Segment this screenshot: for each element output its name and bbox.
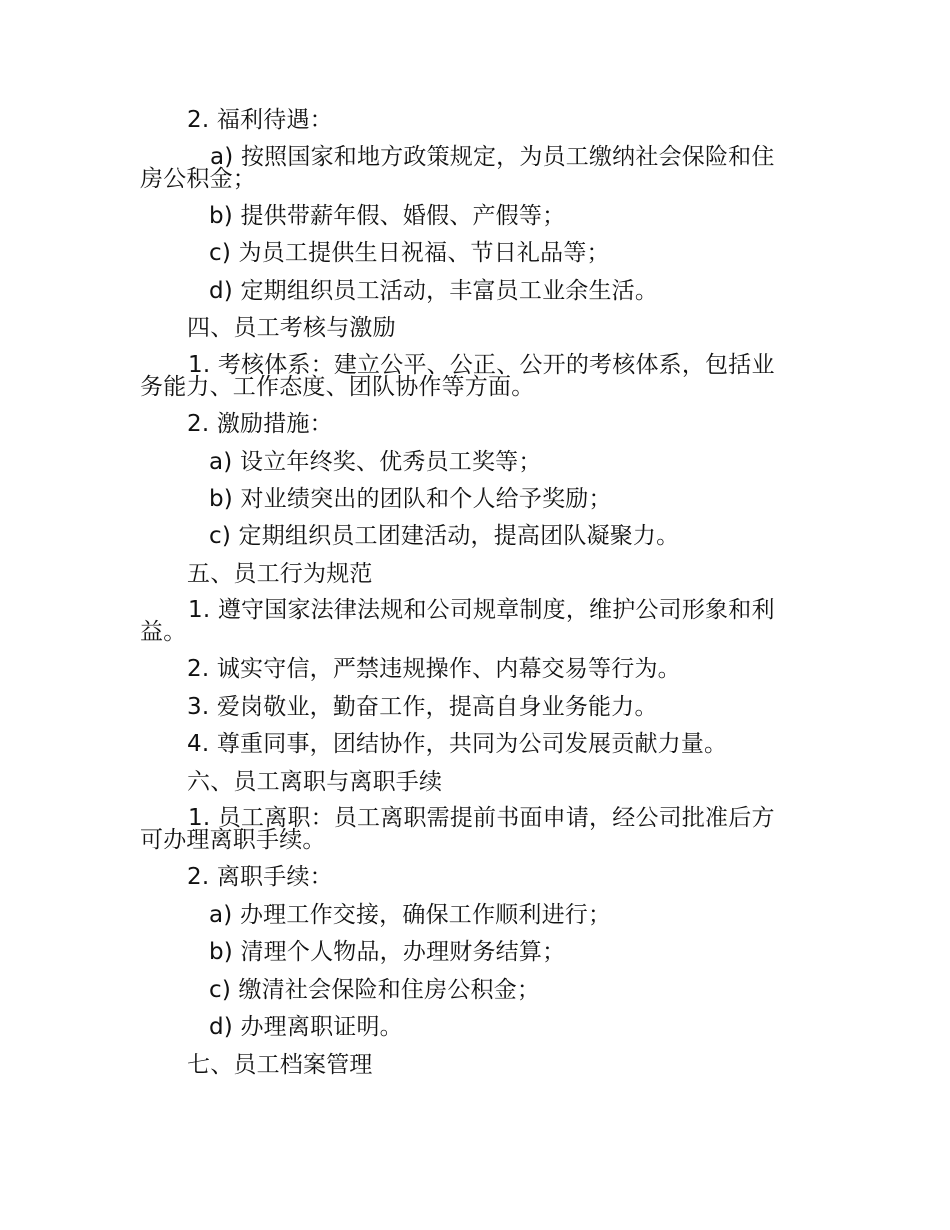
incentive-item-c: c) 定期组织员工团建活动，提高团队凝聚力。 (209, 523, 680, 549)
conduct-item-4: 4. 尊重同事，团结协作，共同为公司发展贡献力量。 (187, 731, 728, 757)
welfare-item-a-line1: a) 按照国家和地方政策规定，为员工缴纳社会保险和住 (210, 144, 775, 170)
welfare-item-a-line2: 房公积金； (140, 166, 256, 192)
welfare-item-d: d) 定期组织员工活动，丰富员工业余生活。 (209, 278, 659, 304)
conduct-item-3: 3. 爱岗敬业，勤奋工作，提高自身业务能力。 (187, 694, 658, 720)
incentive-item-a: a) 设立年终奖、优秀员工奖等； (209, 449, 542, 475)
section-heading-4: 四、员工考核与激励 (187, 315, 396, 341)
conduct-item-1-line2: 益。 (140, 619, 187, 645)
procedure-item-c: c) 缴清社会保险和住房公积金； (209, 977, 541, 1003)
welfare-item-c: c) 为员工提供生日祝福、节日礼品等； (209, 240, 610, 266)
assessment-system (140, 354, 820, 398)
resignation-item-line1: 1. 员工离职：员工离职需提前书面申请，经公司批准后方 (188, 805, 775, 831)
procedure-item-a: a) 办理工作交接，确保工作顺利进行； (209, 902, 612, 928)
incentive-item-b: b) 对业绩突出的团队和个人给予奖励； (209, 486, 612, 512)
assessment-system-line2: 务能力、工作态度、团队协作等方面。 (140, 374, 535, 400)
resignation-item (140, 807, 820, 851)
procedure-item-d: d) 办理离职证明。 (209, 1014, 403, 1040)
section-heading-5: 五、员工行为规范 (187, 561, 373, 587)
incentive-measures: 2. 激励措施： (187, 411, 333, 437)
welfare-item-a (140, 146, 820, 190)
assessment-system-line1: 1. 考核体系：建立公平、公正、公开的考核体系，包括业 (188, 352, 775, 378)
section-item-welfare: 2. 福利待遇： (187, 107, 333, 133)
section-heading-7: 七、员工档案管理 (187, 1052, 373, 1078)
resignation-procedures: 2. 离职手续： (187, 864, 333, 890)
conduct-item-1-line1: 1. 遵守国家法律法规和公司规章制度，维护公司形象和利 (188, 597, 775, 623)
resignation-item-line2: 可办理离职手续。 (140, 827, 326, 853)
section-heading-6: 六、员工离职与离职手续 (187, 769, 443, 795)
conduct-item-2: 2. 诚实守信，严禁违规操作、内幕交易等行为。 (187, 656, 681, 682)
procedure-item-b: b) 清理个人物品，办理财务结算； (209, 939, 566, 965)
conduct-item-1 (140, 599, 820, 643)
welfare-item-b: b) 提供带薪年假、婚假、产假等； (209, 203, 566, 229)
